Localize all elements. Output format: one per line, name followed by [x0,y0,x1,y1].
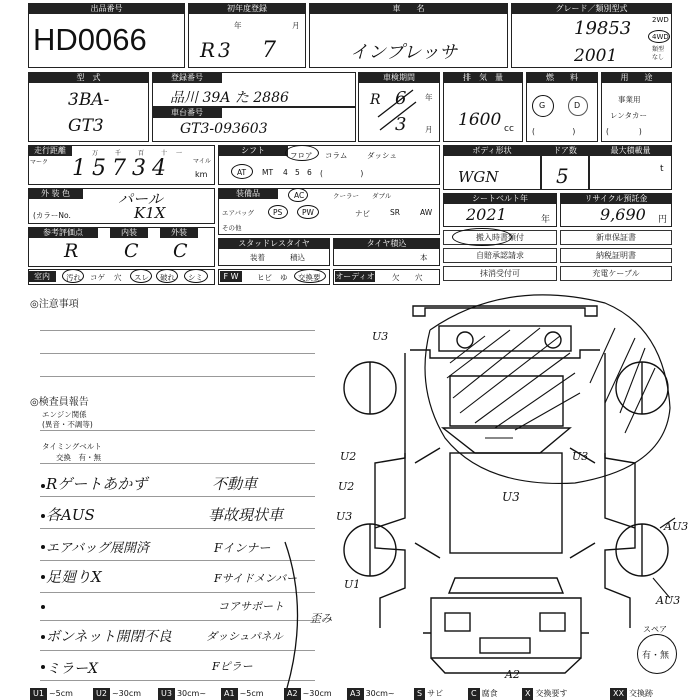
doc-warranty: 新車保証書 [560,230,672,245]
diagram-label: A2 [505,668,520,681]
legend-val: 30cm~ [176,689,207,698]
first-reg-label: 初年度登録 [188,3,306,14]
seatbelt-label: シートベルト年 [443,193,557,204]
report-item-left: 足廻りX [46,568,102,586]
equipment-label: 装備品 [218,188,278,199]
legend-val: ~5cm [239,689,264,698]
damage-bracket [283,540,313,690]
grade-2wd: 2WD [652,16,669,24]
doc-liability: 自賠承認請求 [443,248,557,263]
doc-transfer-circle [452,228,512,246]
legend-val: 腐食 [481,689,498,698]
car-diagram [335,288,695,688]
report-rule [40,430,315,431]
notes-rule [40,376,315,377]
legend-key: U1 [30,688,47,700]
usage-label: 用 途 [601,72,672,83]
legend-val: ~5cm [48,689,73,698]
shift-4: 4 [283,168,288,177]
equipment-sr: SR [390,208,400,217]
notes-rule [40,330,315,331]
model-type-label: 型 式 [28,72,149,83]
model-type-line1: 3BA- [68,90,110,110]
engine-unit: cc [504,124,514,134]
grade-none: 類型なし [652,46,665,61]
notes-rule [40,353,315,354]
inspection-value2: 3 [395,114,407,135]
legend-key: U2 [93,688,110,700]
shift-at: AT [237,168,247,177]
equipment-double: ダブル [372,192,392,200]
shift-label: シフト [218,145,288,156]
interior-label: 室内 [28,271,56,282]
interior-dirt: 汚れ [66,273,81,282]
legend-key: C [468,688,480,700]
seatbelt-unit: 年 [541,215,551,225]
report-item-right: ダッシュパネル [206,630,283,643]
interior-scuff: スレ [134,273,149,282]
report-engine-label: エンジン関係 [42,410,87,419]
model-type-line2: GT3 [68,116,104,136]
diagram-label: U2 [340,450,357,463]
legend-val: サビ [427,689,444,698]
inspection-strike [358,72,440,142]
grades-interior-label: 内装 [110,227,148,238]
registration-label: 登録番号 [152,72,222,83]
recycle-value: 9,690 [600,205,646,224]
color-code: K1X [134,204,166,222]
first-reg-month-unit: 月 [292,21,300,30]
studless-loaded: 積込 [290,253,305,262]
inspection-label: 車検期間 [358,72,440,83]
legend-key: A2 [284,688,301,700]
legend-val: ~30cm [111,689,142,698]
interior-dirt-circle [62,269,84,283]
mileage-unit-sen: 千 [115,150,122,157]
engine-value: 1600 [458,110,502,130]
mileage-unit-km: km [195,170,208,179]
shift-paren: ( ) [320,169,364,178]
diagram-label: AU3 [656,594,681,607]
shift-floor: フロア [290,151,313,160]
equipment-ps-circle [268,205,288,219]
engine-label: 排 気 量 [443,72,523,83]
grades-exterior-label: 外装 [160,227,198,238]
grade-num: 2001 [574,46,618,66]
report-item-right: Fインナー [214,541,271,555]
diagram-label: U3 [502,490,520,504]
report-item-left: Rゲートあかず [46,475,148,493]
recycle-unit: 円 [658,215,668,225]
doc-tax: 納税証明書 [560,248,672,263]
fuel-paren: ( ) [532,127,576,136]
fuel-g: G [539,101,546,110]
registration-number: 品川 39A た 2886 [170,90,289,106]
mileage-mark-label: マーク [30,159,49,166]
report-item-right: Fピラー [212,660,253,673]
fuel-d-circle [568,96,588,116]
spare-label: スペア [643,625,667,634]
inspection-era: R [370,92,381,108]
grade-4wd: 4WD [652,33,669,41]
diagram-label: U2 [338,480,355,493]
grades-exterior: C [173,240,188,262]
capacity-label: 最大積載量 [589,145,672,156]
report-item-right: Fサイドメンバー [214,572,297,585]
equipment-airbag: エアバッグ [222,209,254,217]
shift-6: 6 [307,168,312,177]
car-name: インプレッサ [350,42,458,63]
legend-val: 30cm~ [365,689,395,698]
color-value: パール [118,190,163,208]
car-name-label: 車 名 [309,3,508,14]
recycle-label: リサイクル預託金 [560,193,672,204]
color-sub: (カラーNo. [33,211,71,220]
report-rule [40,592,315,593]
fw-crack: ヒビ [257,273,272,282]
legend-key: A1 [221,688,238,700]
equipment-ac: AC [294,191,305,200]
report-item-right: コアサポート [218,600,284,613]
damage-note: 歪み [310,612,332,625]
equipment-cooler: クーラー [333,192,359,200]
report-rule [40,560,315,561]
legend-key: X [522,688,533,700]
fw-replace: 交換要 [298,273,321,282]
lot-number: HD0066 [33,22,147,57]
interior-tear-circle [156,269,178,283]
audio-hole: 穴 [415,273,423,282]
equipment-navi: ナビ [355,209,370,218]
legend-item [158,688,206,700]
report-rule [40,620,315,621]
chassis-label: 車台番号 [152,107,222,118]
interior-scuff-circle [130,269,152,283]
mileage-unit-juu: 十 [161,150,168,157]
spare-value: 有・無 [642,651,670,661]
interior-burn: コゲ [90,273,105,282]
equipment-aw: AW [420,208,433,217]
mileage-label: 走行距離 [28,145,72,156]
report-item-left: ボンネット開閉不良 [46,629,172,645]
first-reg-year: 3 [218,38,231,62]
grades-interior: C [124,240,139,262]
shift-dash: ダッシュ [367,151,397,160]
equipment-pw-circle [297,205,319,219]
fw-label: F W [220,271,242,282]
seatbelt-year: 2021 [466,205,507,224]
report-engine-sub: (異音・不調等) [42,420,93,429]
color-label: 外 装 色 [28,188,83,199]
report-rule [40,528,315,529]
report-timing-label: タイミングベルト [42,442,102,451]
doors-label: ドア数 [541,145,589,156]
report-rule [40,680,315,681]
usage-paren: ( ) [606,127,642,136]
studless-label: スタッドレスタイヤ [218,238,330,249]
report-item-left: エアバッグ展開済 [46,541,149,556]
shift-mt: MT [262,168,274,177]
report-timing-opts: 交換 有・無 [56,453,101,462]
legend-item [30,688,73,700]
usage-business: 事業用 [618,95,641,104]
first-reg-era: R [200,38,216,62]
mileage-unit-ichi: 一 [176,150,183,157]
grade-label: グレード／類別型式 [511,3,672,14]
report-title: ◎検査員報告 [30,397,89,408]
grade-code: 19853 [574,18,632,39]
mileage-unit-mile: マイル [193,158,211,165]
diagram-label: AU3 [664,520,689,533]
legend-item [93,688,141,700]
interior-stain-circle [184,269,208,283]
legend-item [522,688,567,700]
legend-val: ~30cm [302,689,332,698]
fuel-g-circle [532,95,554,117]
mileage-unit-man: 万 [92,150,99,157]
inspection-year-unit: 年 [425,93,433,102]
report-item-right: 事故現状車 [208,506,284,524]
report-item-left: ミラーX [46,661,98,677]
equipment-other: その他 [222,224,242,232]
diagram-label: U3 [336,510,353,523]
body-label: ボディ形状 [443,145,541,156]
legend-item [284,688,332,700]
report-item-right: 不動車 [212,475,258,493]
legend-item [414,688,443,700]
studless-fitted: 装着 [250,253,265,262]
legend-key: XX [610,688,627,700]
equipment-pw: PW [302,208,314,217]
tire-label: タイヤ積込 [333,238,440,249]
legend-val: 交換要す [535,689,568,698]
inspection-month-unit: 月 [425,125,433,134]
interior-hole: 穴 [114,273,122,282]
tire-unit: 本 [420,253,428,262]
fw-chip: ゆ [280,273,288,282]
doors-value: 5 [556,164,569,188]
fuel-d: D [574,101,581,110]
fw-replace-circle [294,269,326,283]
chassis-number: GT3-093603 [180,121,268,137]
diagram-label: U3 [572,450,589,463]
first-reg-month: 7 [262,38,276,63]
legend-key: U3 [158,688,175,700]
shift-5: 5 [295,168,300,177]
audio-label: オーディオ [335,272,375,281]
usage-rental: レンタカー [610,111,648,120]
grades-label: 参考評価点 [28,227,98,238]
bullet-dots [38,476,50,686]
legend-item [610,688,653,700]
doc-cable: 充電ケーブル [560,266,672,281]
first-reg-year-unit: 年 [234,21,242,30]
audio-missing: 欠 [392,273,400,282]
mileage-value: 15734 [72,156,172,181]
legend-item [347,688,395,700]
shift-floor-circle [285,145,319,161]
equipment-ac-circle [288,188,308,202]
lot-label: 出品番号 [28,3,185,14]
inspection-value1: 6 [395,88,407,109]
body-value: WGN [458,168,499,186]
doc-transfer: 搬入時書類付 [443,230,557,245]
doc-cancel: 抹消受付可 [443,266,557,281]
legend-item [468,688,498,700]
report-rule [40,650,315,651]
interior-tear: 破れ [160,273,175,282]
equipment-ps: PS [273,208,283,217]
capacity-unit: t [660,164,664,174]
diagram-label: U1 [344,578,361,591]
shift-at-circle [231,164,253,179]
legend-key: A3 [347,688,364,700]
mileage-unit-hyaku: 百 [138,150,145,157]
interior-stain: シミ [188,273,203,282]
legend-key: S [414,688,425,700]
report-rule [40,496,315,497]
diagram-label: U3 [372,330,389,343]
grades-value: R [64,240,79,262]
notes-title: ◎注意事項 [30,299,79,310]
report-rule [40,463,315,464]
4wd-circle [648,30,670,43]
fuel-label: 燃 料 [526,72,598,83]
legend-val: 交換跡 [628,689,653,698]
legend-item [221,688,264,700]
report-item-left: 各AUS [46,506,95,524]
shift-column: コラム [325,151,348,160]
